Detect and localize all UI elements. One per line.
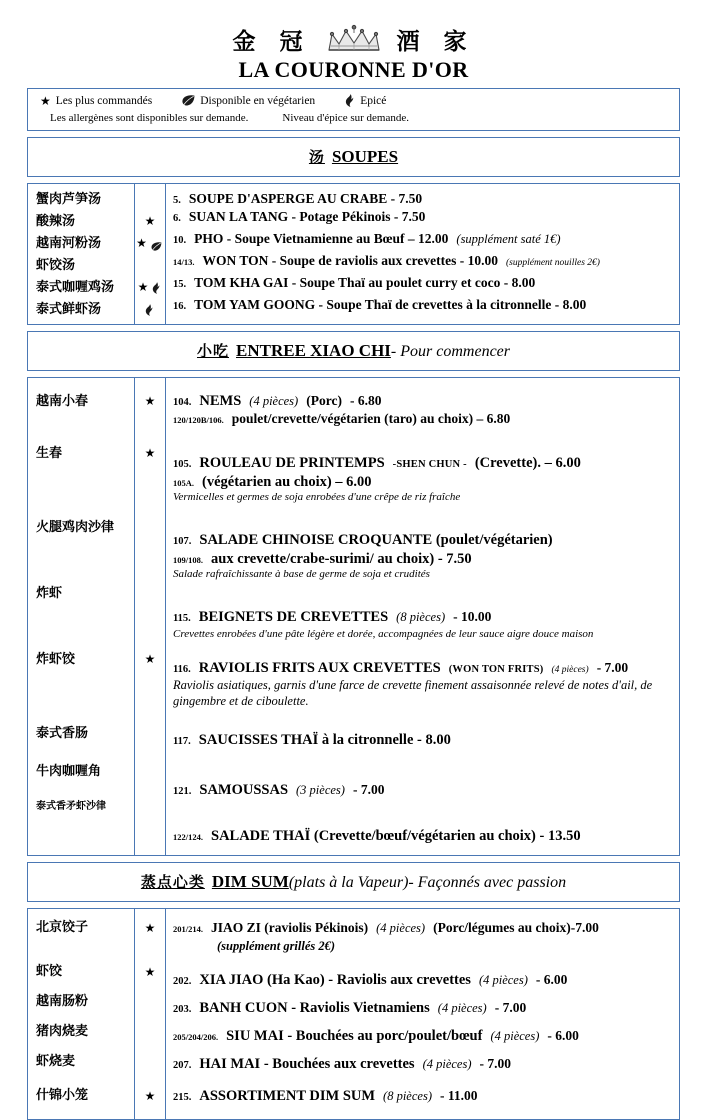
item-marks — [135, 917, 165, 939]
item-price: - 10.00 — [453, 608, 492, 624]
item-number: 207. — [173, 1059, 192, 1071]
chinese-column-dimsum — [28, 908, 135, 1119]
menu-item-row — [173, 531, 679, 550]
item-name: SAUCISSES THAÏ à la citronnelle - 8.00 — [198, 731, 451, 748]
item-number: 104. — [173, 397, 192, 409]
item-variant: (Porc/légumes au choix)-7.00 — [433, 919, 599, 935]
item-number: 10. — [173, 235, 187, 247]
item-quantity: (8 pièces) — [383, 1088, 432, 1103]
menu-item-subrow — [173, 550, 679, 568]
item-marks — [135, 991, 165, 1013]
menu-item-row — [173, 454, 679, 473]
brand-name-french: LA COURONNE D'OR — [238, 57, 469, 82]
menu-item-row — [173, 190, 679, 208]
item-supplement: (supplément grillés 2€) — [217, 938, 336, 953]
item-number: 107. — [173, 535, 192, 547]
item-marks — [135, 390, 165, 412]
item-number: 201/214. — [173, 923, 203, 934]
section-title-dimsum: DIM SUM — [211, 871, 289, 891]
item-note: (supplément saté 1€) — [456, 232, 561, 247]
item-smallcaps: -SHEN CHUN - — [392, 459, 467, 471]
item-price: - 7.00 — [352, 781, 385, 797]
menu-item-row — [173, 392, 679, 410]
item-name-alt: aux crevette/crabe-surimi/ au choix) - 7.50 — [211, 550, 472, 567]
menu-item-row — [173, 1087, 679, 1107]
item-marks — [135, 796, 165, 818]
menu-item-subrow — [173, 937, 679, 957]
section-chinese-dimsum: 蒸点心类 — [140, 872, 205, 891]
chinese-column-soupes — [28, 184, 135, 325]
item-name: WON TON - Soupe de raviolis aux crevettes - 10.00 — [202, 253, 498, 269]
chinese-name: 牛肉咖喱角 — [36, 763, 102, 779]
item-number: 215. — [173, 1091, 192, 1103]
section-subtitle-dimsum: (plats à la Vapeur)- Façonnés avec passion — [288, 873, 567, 891]
item-name: TOM YAM GOONG - Soupe Thaï de crevettes à la citronnelle - 8.00 — [194, 297, 587, 313]
item-name: SIU MAI - Bouchées au porc/poulet/bœuf — [226, 1027, 483, 1044]
item-name: TOM KHA GAI - Soupe Thaï au poulet curry et coco - 8.00 — [194, 275, 536, 291]
item-number: 116. — [173, 664, 191, 676]
chinese-name: 虾饺 — [36, 964, 63, 980]
marks-column-dimsum — [135, 908, 166, 1119]
menu-item-row — [173, 659, 679, 678]
section-title-soupes: SOUPES — [331, 147, 399, 167]
masthead — [27, 0, 680, 82]
legend-item-vegetarian — [182, 95, 315, 107]
brand-chinese-left: 金 冠 — [232, 28, 311, 55]
logo-line — [27, 24, 680, 59]
chinese-name: 虾饺汤 — [36, 257, 76, 273]
item-marks — [135, 722, 165, 744]
item-marks — [135, 188, 165, 210]
section-title-entree: ENTREE XIAO CHI — [236, 341, 391, 361]
chinese-name: 泰式鲜虾汤 — [36, 301, 102, 317]
item-name: SUAN LA TANG - Potage Pékinois - 7.50 — [188, 209, 426, 225]
section-subtitle-entree: - Pour commencer — [390, 343, 510, 361]
menu-item-row — [173, 274, 679, 296]
item-price: - 7.00 — [494, 999, 527, 1015]
chinese-name: 蟹肉芦笋汤 — [36, 191, 102, 207]
menu-item-row — [173, 208, 679, 230]
item-marks — [135, 232, 165, 254]
item-note: (supplément nouilles 2€) — [506, 258, 600, 269]
item-marks — [135, 210, 165, 232]
item-number: 15. — [173, 279, 187, 291]
item-marks — [135, 1021, 165, 1043]
item-variant: (Crevette). – 6.00 — [474, 455, 581, 472]
chinese-name: 越南小春 — [36, 393, 89, 409]
item-description: Vermicelles et germes de soja enrobées d'une crêpe de riz fraîche — [173, 491, 461, 504]
item-number: 205/204/206. — [173, 1031, 219, 1042]
star-icon: ★ — [144, 214, 156, 229]
item-marks — [135, 442, 165, 464]
menu-item-subrow — [173, 473, 679, 491]
flame-icon — [345, 94, 355, 107]
chinese-name: 火腿鸡肉沙律 — [36, 519, 115, 535]
menu-table-dimsum — [27, 908, 680, 1120]
item-number: 120/120B/106. — [173, 415, 224, 426]
item-price: - 7.00 — [479, 1055, 511, 1071]
chinese-name: 炸虾饺 — [36, 651, 76, 667]
section-chinese-entree: 小吃 — [196, 342, 229, 361]
item-marks — [135, 1085, 165, 1107]
item-name-alt: (végétarien au choix) – 6.00 — [202, 474, 372, 491]
crown-icon — [325, 24, 383, 59]
item-name: BANH CUON - Raviolis Vietnamiens — [199, 999, 430, 1016]
item-name: JIAO ZI (raviolis Pékinois) — [211, 919, 369, 935]
chinese-name: 泰式香肠 — [36, 725, 89, 741]
item-quantity: (4 pièces) — [490, 1028, 540, 1043]
legend-item-spicy — [345, 94, 386, 107]
legend-note-allergens: Les allergènes sont disponibles sur demande. — [50, 112, 249, 125]
chinese-name: 酸辣汤 — [36, 213, 76, 229]
item-number: 203. — [173, 1003, 192, 1015]
star-icon: ★ — [40, 93, 51, 108]
item-number: 122/124. — [173, 831, 203, 842]
star-icon: ★ — [144, 446, 156, 461]
item-name: PHO - Soupe Vietnamienne au Bœuf – 12.00 — [194, 231, 449, 247]
item-price: - 6.00 — [547, 1027, 579, 1043]
chinese-name: 越南肠粉 — [36, 994, 89, 1010]
star-icon: ★ — [144, 1088, 156, 1103]
item-number: 105A. — [173, 478, 195, 489]
item-name: SALADE THAÏ (Crevette/bœuf/végétarien au choix) - 13.50 — [211, 827, 581, 844]
item-name: SAMOUSSAS — [199, 781, 289, 798]
item-marks — [135, 648, 165, 670]
item-description: Salade rafraîchissante à base de germe de soja et crudités — [173, 567, 430, 580]
item-marks — [135, 298, 165, 320]
item-smallcaps: (WON TON FRITS) — [448, 664, 544, 676]
star-icon: ★ — [137, 280, 149, 295]
item-number: 109/108. — [173, 554, 203, 565]
chinese-name: 泰式咖喱鸡汤 — [36, 279, 115, 295]
legend-box — [27, 88, 680, 131]
menu-item-row — [173, 1027, 679, 1047]
chinese-column-entree — [28, 378, 135, 856]
item-quantity: (3 pièces) — [296, 782, 345, 797]
menu-item-row — [173, 252, 679, 274]
item-quantity: (4 pièces) — [376, 920, 426, 935]
item-number: 6. — [173, 213, 181, 225]
description-column-soupes — [166, 184, 680, 325]
item-number: 121. — [173, 785, 192, 797]
section-chinese-soupes: 汤 — [308, 148, 325, 167]
item-marks — [135, 582, 165, 604]
item-name-alt: poulet/crevette/végétarien (taro) au choix) – 6.80 — [231, 411, 511, 427]
item-marks — [135, 1051, 165, 1073]
section-band-dimsum — [27, 862, 680, 902]
item-name: NEMS — [199, 393, 242, 410]
flame-icon — [145, 303, 155, 316]
item-quantity: (4 pièces) — [437, 1000, 487, 1015]
item-name: SOUPE D'ASPERGE AU CRABE - 7.50 — [188, 191, 423, 207]
legend-label-vegetarian: Disponible en végétarien — [200, 94, 316, 107]
legend-item-popular — [40, 95, 152, 107]
item-variant: (Porc) — [306, 393, 342, 409]
legend-notes-row — [40, 112, 667, 124]
item-number: 202. — [173, 975, 192, 987]
item-number: 14/13. — [173, 257, 195, 268]
item-marks — [135, 961, 165, 983]
menu-item-row — [173, 971, 679, 991]
leaf-icon — [182, 95, 195, 106]
chinese-name: 北京饺子 — [36, 920, 89, 936]
menu-item-row — [173, 608, 679, 628]
menu-table-soupes — [27, 183, 680, 325]
item-name: SALADE CHINOISE CROQUANTE (poulet/végétarien) — [199, 531, 553, 548]
star-icon: ★ — [136, 236, 147, 251]
description-column-dimsum — [166, 908, 680, 1119]
menu-item-subrow — [173, 410, 679, 428]
item-quantity: (4 pièces) — [249, 394, 299, 409]
menu-table-entree — [27, 377, 680, 856]
chinese-name: 虾烧麦 — [36, 1054, 76, 1070]
item-marks — [135, 254, 165, 276]
item-quantity: (8 pièces) — [396, 609, 446, 624]
item-marks — [135, 760, 165, 782]
menu-item-row — [173, 781, 679, 801]
menu-item-row — [173, 296, 679, 318]
chinese-name: 猪肉烧麦 — [36, 1024, 89, 1040]
item-number: 117. — [173, 735, 191, 747]
chinese-name: 越南河粉汤 — [36, 235, 102, 251]
section-band-soupes — [27, 137, 680, 177]
item-name: ROULEAU DE PRINTEMPS — [199, 455, 385, 472]
item-number: 115. — [173, 612, 191, 624]
item-name: RAVIOLIS FRITS AUX CREVETTES — [198, 660, 441, 677]
item-marks — [135, 516, 165, 538]
chinese-name: 什锦小笼 — [36, 1088, 89, 1104]
item-number: 5. — [173, 195, 181, 207]
item-price: - 11.00 — [439, 1087, 478, 1103]
item-name: HAI MAI - Bouchées aux crevettes — [199, 1055, 415, 1072]
star-icon: ★ — [144, 394, 156, 409]
item-price: - 6.00 — [535, 971, 568, 987]
item-name: XIA JIAO (Ha Kao) - Raviolis aux crevettes — [199, 971, 471, 988]
item-marks — [135, 276, 165, 298]
star-icon: ★ — [144, 964, 156, 979]
item-description: Crevettes enrobées d'une pâte légère et dorée, accompagnées de leur sauce aigre douce maison — [173, 627, 594, 640]
menu-item-row — [173, 999, 679, 1019]
item-quantity: (4 pièces) — [478, 972, 528, 987]
legend-label-popular: Les plus commandés — [55, 94, 153, 107]
item-description: Raviolis asiatiques, garnis d'une farce de crevette finement assaisonnée relevé de notes d'ail, de gingembre et de ciboulette. — [173, 678, 653, 708]
chinese-name: 炸虾 — [36, 585, 63, 601]
menu-item-row — [173, 230, 679, 252]
item-name: BEIGNETS DE CREVETTES — [198, 608, 389, 625]
item-number: 16. — [173, 301, 187, 313]
item-name: ASSORTIMENT DIM SUM — [199, 1087, 376, 1104]
item-number: 105. — [173, 459, 192, 471]
chinese-name: 生春 — [36, 445, 63, 461]
leaf-icon — [151, 238, 164, 249]
section-band-entree — [27, 331, 680, 371]
marks-column-entree — [135, 378, 166, 856]
flame-icon — [152, 281, 162, 294]
description-column-entree — [166, 378, 680, 856]
star-icon: ★ — [144, 652, 156, 667]
item-price: - 6.80 — [349, 393, 382, 409]
menu-item-row — [173, 827, 679, 847]
legend-label-spicy: Epicé — [360, 94, 387, 107]
brand-chinese-right: 酒 家 — [396, 28, 475, 55]
menu-item-row — [173, 1055, 679, 1075]
menu-item-row — [173, 731, 679, 751]
legend-note-spice: Niveau d'épice sur demande. — [282, 112, 409, 125]
chinese-name: 泰式香矛虾沙律 — [36, 801, 106, 813]
marks-column-soupes — [135, 184, 166, 325]
legend-icons-row — [40, 94, 667, 107]
item-quantity: (4 pièces) — [422, 1056, 472, 1071]
menu-item-row — [173, 919, 679, 937]
item-quantity: (4 pièces) — [551, 665, 589, 676]
star-icon: ★ — [144, 920, 156, 935]
item-price: - 7.00 — [596, 660, 629, 676]
